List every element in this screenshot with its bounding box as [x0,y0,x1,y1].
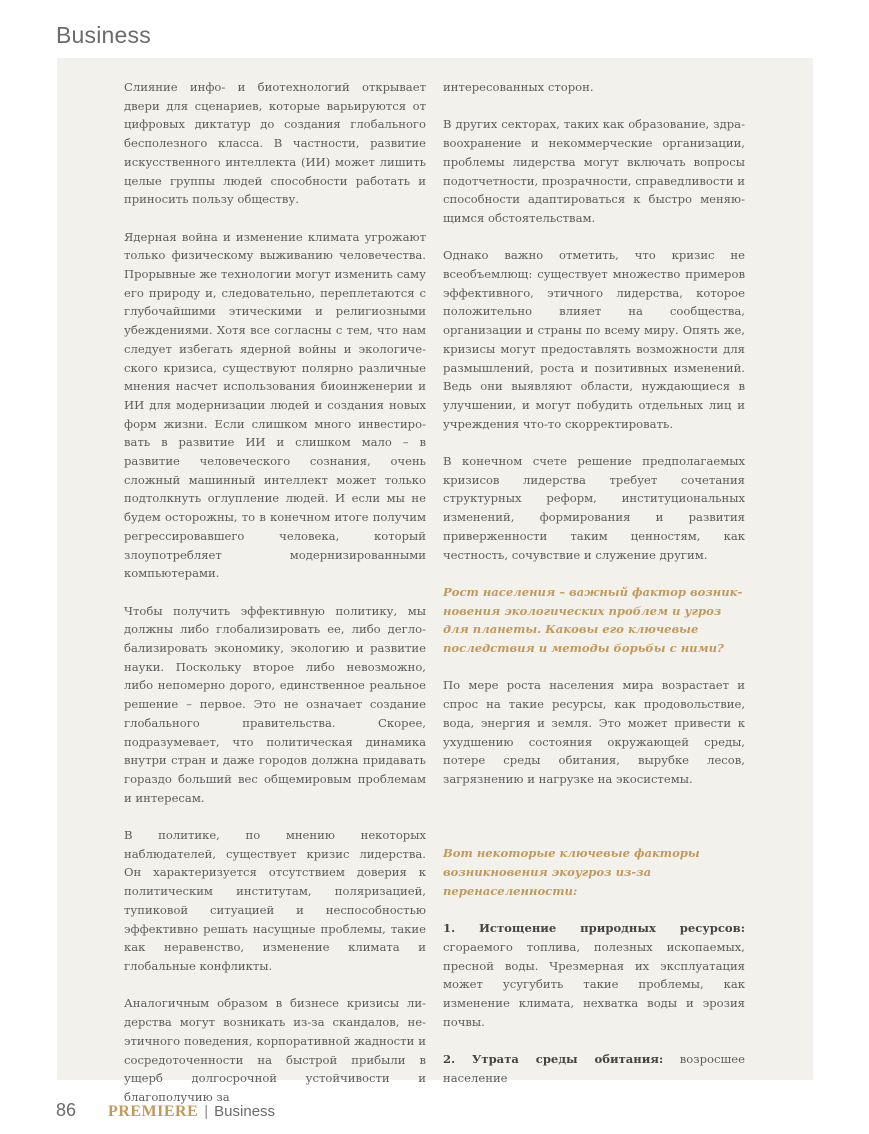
spacer [443,807,745,844]
left-column [124,78,426,1125]
right-column [443,78,745,1106]
list-item-text: возросшее население [443,1052,745,1085]
footer-section: Business [214,1103,276,1120]
interview-question: Вот некоторые ключевые факторы возникновения экоугроз из-за перенаселенности: [443,846,700,898]
list-item-title: 2. Утрата среды обитания: [443,1052,664,1067]
interview-question: Рост населения – важный фактор возникновения экологических проблем и угроз для планеты. Каковы его ключевые последствия и методы борьбы с ними? [443,584,743,656]
list-item [443,1050,745,1087]
list-item-text: сгораемого топлива, полезных ископаемых, пресной воды. Чрезмерная их эксплуатация может усугубить такие проблемы, как изменение климата, нехватка воды и эрозия почвы. [443,939,745,1029]
magazine-logo: PREMIERE [108,1103,199,1120]
list-item [443,919,745,1031]
paragraph: В политике, по мнению некоторых наблюдателей, существует кризис лидерства. Он характеризуется отсутствием доверия к политическим институтам, поляризацией, тупиковой ситуацией и неспособностью эффективно решать насущные проблемы, такие как неравенство, изменение климата и глобальные конфликты. [124,828,426,973]
page-footer [56,1100,275,1121]
paragraph: Чтобы получить эффективную политику, мы должны либо глобализировать ее, либо деглoбализировать экономику, экологию и развитие науки. Поскольку второе либо невозможно, либо непомерно дорого, единственное реальное решение – первое. Это не означает создание глобального правительства. Скорее, подразумевает, что политическая динамика внутри стран и даже городов должна придавать гораздо больший вес общемировым проблемам и интересам. [124,603,426,805]
footer-separator: | [204,1103,209,1120]
paragraph: В конечном счете решение предполагаемых кризисов лидерства требует сочетания структурных реформ, институциональных изменений, формирования и развития приверженности таким ценностям, как честность, сочувствие и служение другим. [443,454,745,562]
page-number: 86 [56,1100,77,1120]
paragraph: интересованных сторон. [443,80,594,94]
paragraph: Ядерная война и изменение климата угрожают только физическому выживанию человечества. Прорывные же технологии могут изменить саму его природу и, следовательно, переплетаются с глубочайшими этическими и религиозными убеждениями. Хотя все согласны с тем, что нам следует избегать ядерной войны и экологического кризиса, существуют полярно различные мнения насчет использования биоинженерии и ИИ для модернизации людей и создания новых форм жизни. Если слишком много инвестировать в развитие ИИ и слишком мало – в развитие человеческого сознания, очень сложный машинный интеллект может только подтолкнуть оглупление людей. И если мы не будем осторожны, то в конечном итоге получим регрессировавшего человека, который злоупотребляет модернизированными компьютерами. [124,229,426,581]
section-title: Business [56,22,151,48]
list-item-title: 1. Истощение природных ресурсов: [443,921,745,936]
paragraph: В других секторах, таких как образование, здравоохранение и некоммерческие организации, проблемы лидерства могут включать вопросы подотчетности, прозрачности, справедливости и способности адаптироваться к быстро меняющимся обстоятельствам. [443,117,745,225]
paragraph: Аналогичным образом в бизнесе кризисы лидерства могут возникать из-за скандалов, неэтичного поведения, корпоративной жадности и сосредоточенности на быстрой прибыли в ущерб долгосрочной устойчивости и благополучию за [124,996,426,1104]
paragraph: Однако важно отметить, что кризис не всеобъемлющ: существует множество примеров эффективного, этичного лидерства, которое положительно влияет на сообщества, организации и страны по всему миру. Опять же, кризисы могут предоставлять возможности для размышлений, роста и позитивных изменений. Ведь они выявляют области, нуждающиеся в улучшении, и могут побудить отдельных лиц и учреждения что-то скорректировать. [443,248,745,431]
paragraph: По мере роста населения мира возрастает и спрос на такие ресурсы, как продовольствие, вода, энергия и земля. Это может привести к ухудшению состояния окружающей среды, потере среды обитания, вырубке лесов, загрязнению и нагрузке на экосистемы. [443,678,745,786]
article-panel [57,58,813,1104]
paragraph: Слияние инфо- и биотехнологий открывает двери для сценариев, которые варьируются от цифровых диктатур до создания глобального бесполезного класса. В частности, развитие искусственного интеллекта (ИИ) может лишить целые группы людей способности работать и приносить пользу обществу. [124,80,426,207]
